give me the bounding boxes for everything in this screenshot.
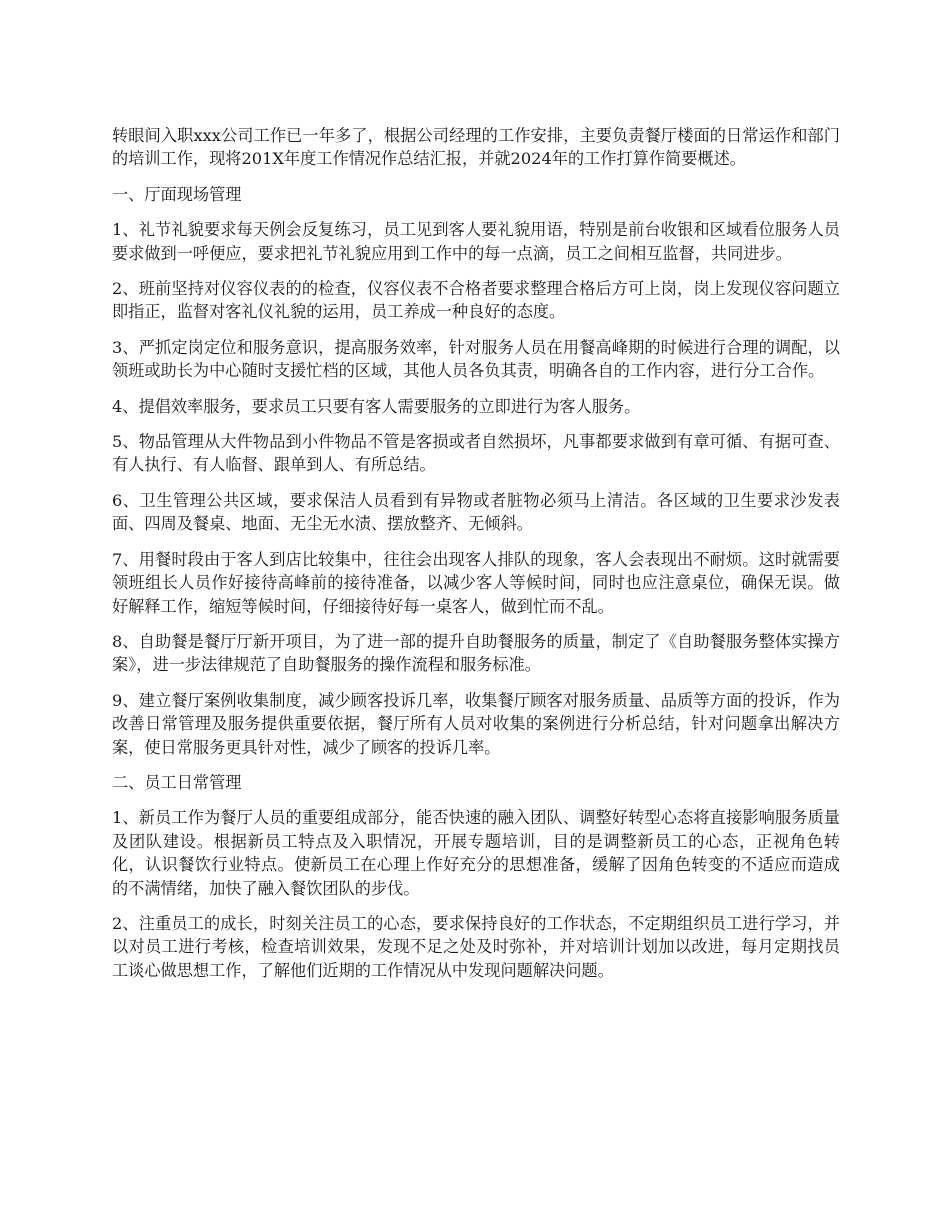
list-item: 5、物品管理从大件物品到小件物品不管是客损或者自然损坏，凡事都要求做到有章可循、有据可查、有人执行、有人临督、跟单到人、有所总结。 [112, 432, 840, 475]
document-body [112, 124, 840, 994]
list-item: 9、建立餐厅案例收集制度，减少顾客投诉几率，收集餐厅顾客对服务质量、品质等方面的投诉，作为改善日常管理及服务提供重要依据，餐厅所有人员对收集的案例进行分析总结，针对问题拿出解决方案，使日常服务更具针对性，减少了顾客的投诉几率。 [112, 690, 840, 757]
list-item: 1、新员工作为餐厅人员的重要组成部分，能否快速的融入团队、调整好转型心态将直接影响服务质量及团队建设。根据新员工特点及入职情况，开展专题培训，目的是调整新员工的心态，正视角色转化，认识餐饮行业特点。使新员工在心理上作好充分的思想准备，缓解了因角色转变的不适应而造成的不满情绪，加快了融入餐饮团队的步伐。 [112, 808, 840, 898]
list-item: 1、礼节礼貌要求每天例会反复练习，员工见到客人要礼貌用语，特别是前台收银和区域看位服务人员要求做到一呼便应，要求把礼节礼貌应用到工作中的每一点滴，员工之间相互监督，共同进步。 [112, 220, 840, 263]
list-item: 4、提倡效率服务，要求员工只要有客人需要服务的立即进行为客人服务。 [112, 396, 641, 416]
list-item: 7、用餐时段由于客人到店比较集中，往往会出现客人排队的现象，客人会表现出不耐烦。这时就需要领班组长人员作好接待高峰前的接待准备，以减少客人等候时间，同时也应注意桌位，确保无误。做好解释工作，缩短等候时间，仔细接待好每一桌客人，做到忙而不乱。 [112, 549, 840, 616]
list-item: 6、卫生管理公共区域，要求保洁人员看到有异物或者脏物必须马上清洁。各区域的卫生要求沙发表面、四周及餐桌、地面、无尘无水渍、摆放整齐、无倾斜。 [112, 490, 840, 534]
intro-paragraph: 转眼间入职xxx公司工作已一年多了，根据公司经理的工作安排，主要负责餐厅楼面的日常运作和部门的培训工作，现将201X年度工作情况作总结汇报，并就2024年的工作打算作简要概述。 [112, 126, 840, 169]
list-item: 2、注重员工的成长，时刻关注员工的心态，要求保持良好的工作状态，不定期组织员工进行学习，并以对员工进行考核，检查培训效果，发现不足之处及时弥补，并对培训计划加以改进，每月定期找员工谈心做思想工作，了解他们近期的工作情况从中发现问题解决问题。 [112, 913, 840, 980]
list-item: 8、自助餐是餐厅厅新开项目，为了进一部的提升自助餐服务的质量，制定了《自助餐服务整体实操方案》，进一步法律规范了自助餐服务的操作流程和服务标准。 [112, 631, 840, 675]
list-item: 3、严抓定岗定位和服务意识，提高服务效率，针对服务人员在用餐高峰期的时候进行合理的调配，以领班或助长为中心随时支援忙档的区域，其他人员各负其责，明确各自的工作内容，进行分工合作。 [112, 337, 840, 381]
list-item: 2、班前坚持对仪容仪表的的检查，仪容仪表不合格者要求整理合格后方可上岗，岗上发现仪容问题立即指正，监督对客礼仪礼貌的运用，员工养成一种良好的态度。 [112, 279, 840, 322]
section-heading-staff-management: 二、员工日常管理 [112, 772, 242, 792]
section-heading-floor-management: 一、厅面现场管理 [112, 184, 242, 204]
